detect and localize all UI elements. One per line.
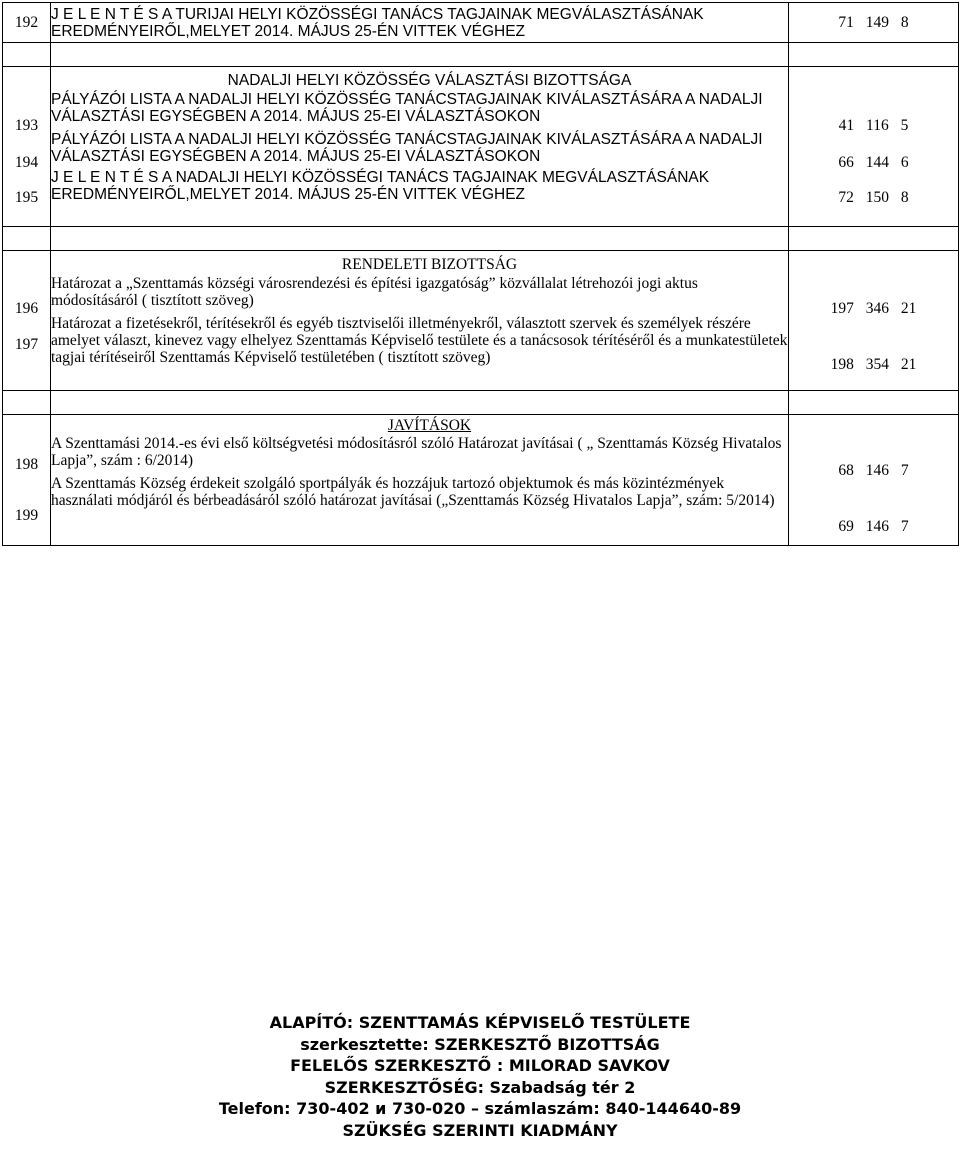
entry-number: 192 — [3, 3, 51, 43]
page-refs: 197 346 21 — [830, 300, 917, 317]
entry-group — [51, 67, 789, 227]
spacer-row — [3, 227, 959, 251]
entry-group — [51, 251, 789, 391]
footer-edition: SZÜKSÉG SZERINTI KIADMÁNY — [342, 1120, 618, 1140]
footer-responsible-editor: FELELŐS SZERKESZTŐ : MILORAD SAVKOV — [290, 1056, 670, 1075]
entry-number: 199 — [14, 507, 39, 524]
entry-number-group — [3, 251, 51, 391]
page-refs: 198 354 21 — [830, 356, 917, 373]
entry-title: J E L E N T É S A TURIJAI HELYI KÖZÖSSÉGI TANÁCS TAGJAINAK MEGVÁLASZTÁSÁNAK EREDMÉNYEIRŐL,MELYET 2014. MÁJUS 25-ÉN VITTEK VÉGHEZ — [51, 3, 789, 43]
page-refs: 41 116 5 — [838, 117, 909, 134]
entry-number: 198 — [14, 456, 39, 473]
entry-title: A Szenttamás Község érdekeit szolgáló sportpályák és hozzájuk tartozó objektumok és más közintézmények használati módjáról és bérbeadásáról szóló határozat javításai („Szenttamás Község Hivatalos Lapja”, szám: 5/2014) — [51, 475, 775, 509]
entry-number: 193 — [14, 117, 39, 134]
entry-title: J E L E N T É S A NADALJI HELYI KÖZÖSSÉGI TANÁCS TAGJAINAK MEGVÁLASZTÁSÁNAK EREDMÉNYEIRŐL,MELYET 2014. MÁJUS 25-ÉN VITTEK VÉGHEZ — [51, 169, 710, 203]
spacer-row — [3, 391, 959, 415]
entry-number: 195 — [14, 189, 39, 206]
entry-pages-group — [789, 415, 959, 546]
table-row — [3, 3, 959, 43]
entry-title: Határozat a fizetésekről, térítésekről és egyéb tisztviselői illetményekről, választott szervek és személyek részére amelyet választ, kinevez vagy elhelyez Szenttamás Képviselő testülete és a tanácsosok térítéséről és a munkatestületek tagjai térítéseiről Szenttamás Képviselő testületében ( tisztított szöveg) — [51, 315, 788, 366]
section-heading: RENDELETI BIZOTTSÁG — [341, 256, 518, 273]
page-refs: 69 146 7 — [838, 518, 909, 535]
entry-number: 197 — [14, 336, 39, 353]
entry-pages-group — [789, 251, 959, 391]
footer-phone: Telefon: 730-402 и 730-020 – számlaszám: 840-144640-89 — [218, 1099, 742, 1118]
entry-title: Határozat a „Szenttamás községi városrendezési és építési igazgatóság” közvállalat létrehozói jogi aktus módosításáról ( tisztított szöveg) — [51, 275, 698, 309]
entry-title: PÁLYÁZÓI LISTA A NADALJI HELYI KÖZÖSSÉG TANÁCSTAGJAINAK KIVÁLASZTÁSÁRA A NADALJI VÁLASZTÁSI EGYSÉGBEN A 2014. MÁJUS 25-EI VÁLASZTÁSOKON — [51, 131, 763, 165]
entry-number-group — [3, 415, 51, 546]
entry-number: 194 — [14, 154, 39, 171]
entry-number-group — [3, 67, 51, 227]
entry-title: A Szenttamási 2014.-es évi első költségvetési módosításról szóló Határozat javításai ( „ Szenttamás Község Hivatalos Lapja”, szám : 6/2014) — [51, 435, 782, 469]
publication-footer — [0, 1012, 960, 1141]
entry-number: 196 — [14, 300, 39, 317]
entry-pages — [789, 3, 959, 43]
page-refs: 72 150 8 — [838, 189, 909, 206]
footer-address: SZERKESZTŐSÉG: Szabadság tér 2 — [324, 1077, 636, 1097]
spacer-row — [3, 43, 959, 67]
footer-editor: szerkesztette: SZERKESZTŐ BIZOTTSÁG — [300, 1034, 660, 1054]
page-refs: 66 144 6 — [838, 154, 909, 171]
table-row — [3, 415, 959, 546]
contents-table — [2, 2, 959, 546]
table-row — [3, 67, 959, 227]
entry-pages-group — [789, 67, 959, 227]
page-refs: 68 146 7 — [838, 462, 909, 479]
section-heading: NADALJI HELYI KÖZÖSSÉG VÁLASZTÁSI BIZOTTSÁGA — [227, 72, 632, 89]
entry-group — [51, 415, 789, 546]
page-refs: 71 149 8 — [838, 14, 909, 31]
table-row — [3, 251, 959, 391]
footer-founder: ALAPÍTÓ: SZENTTAMÁS KÉPVISELŐ TESTÜLETE — [269, 1013, 691, 1032]
section-heading: JAVÍTÁSOK — [387, 417, 472, 434]
entry-title: PÁLYÁZÓI LISTA A NADALJI HELYI KÖZÖSSÉG TANÁCSTAGJAINAK KIVÁLASZTÁSÁRA A NADALJI VÁLASZTÁSI EGYSÉGBEN A 2014. MÁJUS 25-EI VÁLASZTÁSOKON — [51, 91, 763, 125]
